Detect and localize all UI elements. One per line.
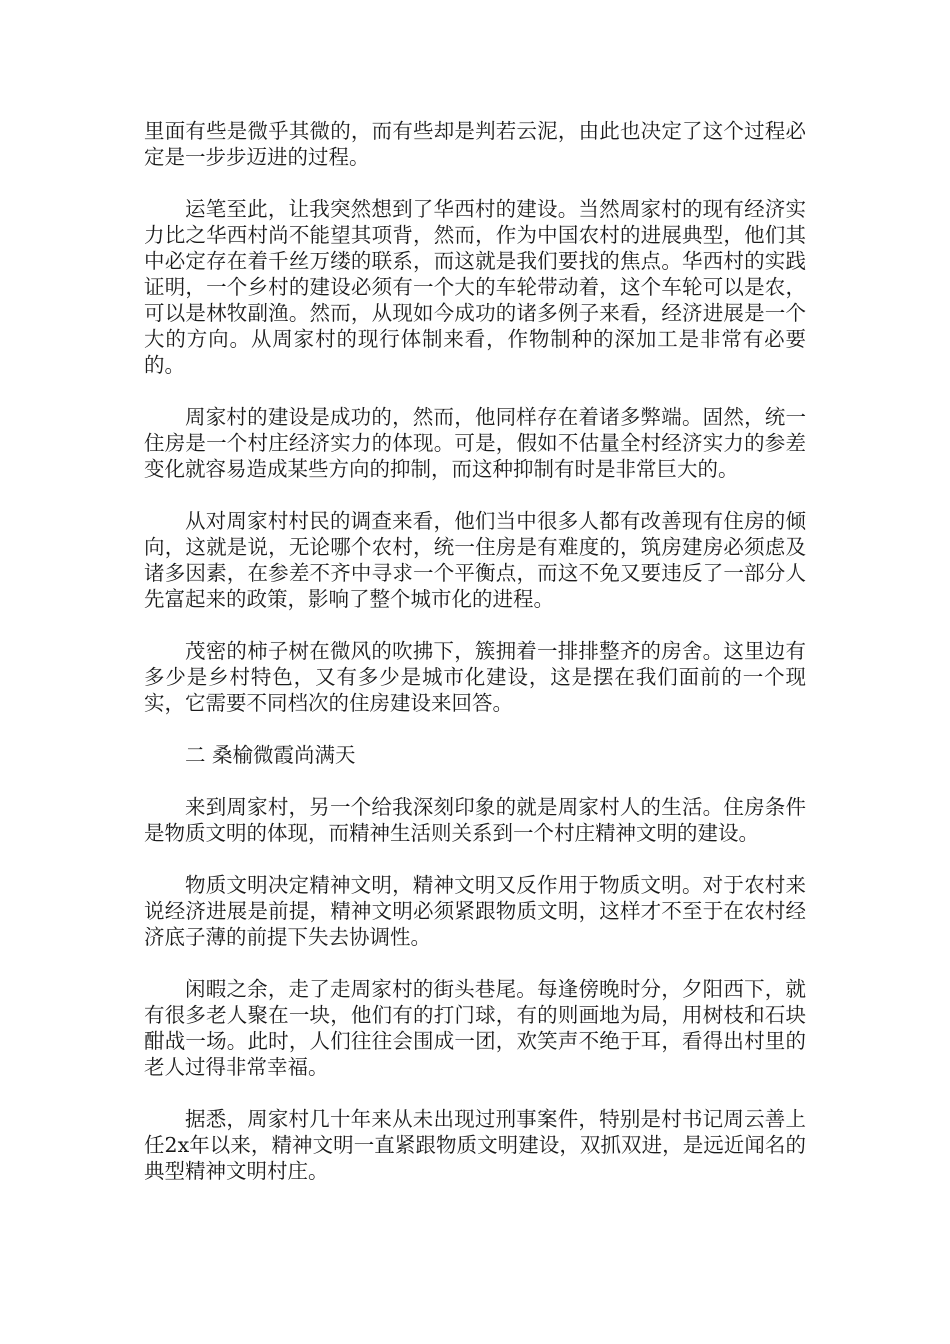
paragraph-survey: 从对周家村村民的调查来看，他们当中很多人都有改善现有住房的倾向，这就是说，无论哪个农村，统一住房是有难度的，筑房建房必须虑及诸多因素，在参差不齐中寻求一个平衡点，而这不免又要违反了一部分人先富起来的政策，影响了整个城市化的进程。: [144, 509, 806, 611]
paragraph-village-life: 来到周家村，另一个给我深刻印象的就是周家村人的生活。住房条件是物质文明的体现，而精神生活则关系到一个村庄精神文明的建设。: [144, 795, 806, 845]
paragraph-huaxi-village: 运笔至此，让我突然想到了华西村的建设。当然周家村的现有经济实力比之华西村尚不能望其项背，然而，作为中国农村的进展典型，他们其中必定存在着千丝万缕的联系，而这就是我们要找的焦点。华西村的实践证明，一个乡村的建设必须有一个大的车轮带动着，这个车轮可以是农，可以是林牧副渔。然而，从现如今成功的诸多例子来看，经济进展是一个大的方向。从周家村的现行体制来看，作物制种的深加工是非常有必要的。: [144, 197, 806, 377]
document-page: [144, 118, 806, 1210]
paragraph-material-spiritual: 物质文明决定精神文明，精神文明又反作用于物质文明。对于农村来说经济进展是前提，精神文明必须紧跟物质文明，这样才不至于在农村经济底子薄的前提下失去协调性。: [144, 873, 806, 949]
paragraph-persimmon-trees: 茂密的柿子树在微风的吹拂下，簇拥着一排排整齐的房舍。这里边有多少是乡村特色，又有多少是城市化建设，这是摆在我们面前的一个现实，它需要不同档次的住房建设来回答。: [144, 639, 806, 715]
paragraph-drawbacks: 周家村的建设是成功的，然而，他同样存在着诸多弊端。固然，统一住房是一个村庄经济实力的体现。可是，假如不估量全村经济实力的参差变化就容易造成某些方向的抑制，而这种抑制有时是非常巨大的。: [144, 405, 806, 481]
paragraph-leisure: 闲暇之余，走了走周家村的街头巷尾。每逢傍晚时分，夕阳西下，就有很多老人聚在一块，他们有的打门球，有的则画地为局，用树枝和石块酣战一场。此时，人们往往会围成一团，欢笑声不绝于耳，看得出村里的老人过得非常幸福。: [144, 977, 806, 1079]
section-heading: 二 桑榆微霞尚满天: [185, 743, 356, 767]
paragraph-no-crime: 据悉，周家村几十年来从未出现过刑事案件，特别是村书记周云善上任2x年以来，精神文明一直紧跟物质文明建设，双抓双进，是远近闻名的典型精神文明村庄。: [144, 1107, 806, 1183]
paragraph-continued: 里面有些是微乎其微的，而有些却是判若云泥，由此也决定了这个过程必定是一步步迈进的过程。: [144, 119, 806, 169]
